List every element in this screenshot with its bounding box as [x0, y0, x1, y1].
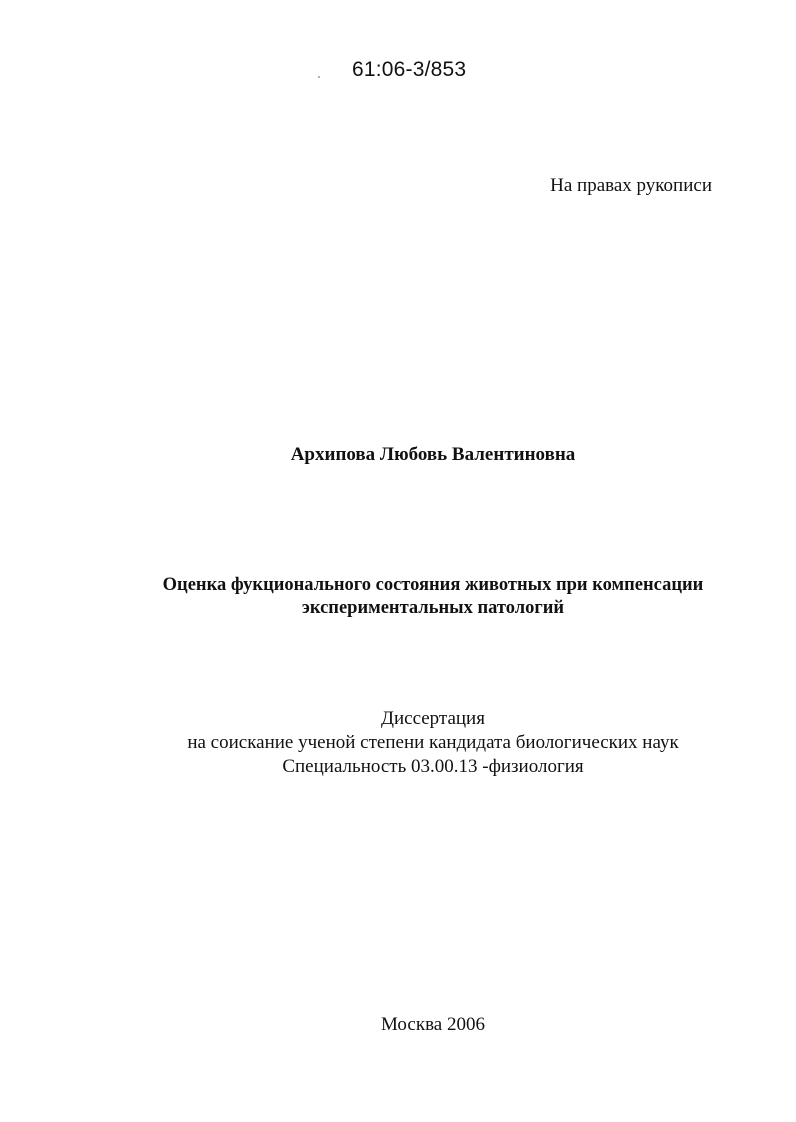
degree-purpose: на соискание ученой степени кандидата биологических наук [187, 732, 679, 753]
city-year: Москва 2006 [381, 1014, 485, 1035]
author-name: Архипова Любовь Валентиновна [290, 444, 576, 465]
archive-code: 61:06-3/853 [352, 58, 467, 81]
title-line-2: экспериментальных патологий [301, 598, 565, 618]
degree-type: Диссертация [381, 708, 485, 729]
title-line-1: Оценка фукционального состояния животных при компенсации [162, 575, 704, 595]
degree-specialty: Специальность 03.00.13 -физиология [282, 756, 584, 777]
dissertation-title [0, 574, 796, 620]
rights-notice: На правах рукописи [550, 175, 712, 196]
scan-speck [318, 76, 320, 78]
degree-block [0, 707, 796, 779]
